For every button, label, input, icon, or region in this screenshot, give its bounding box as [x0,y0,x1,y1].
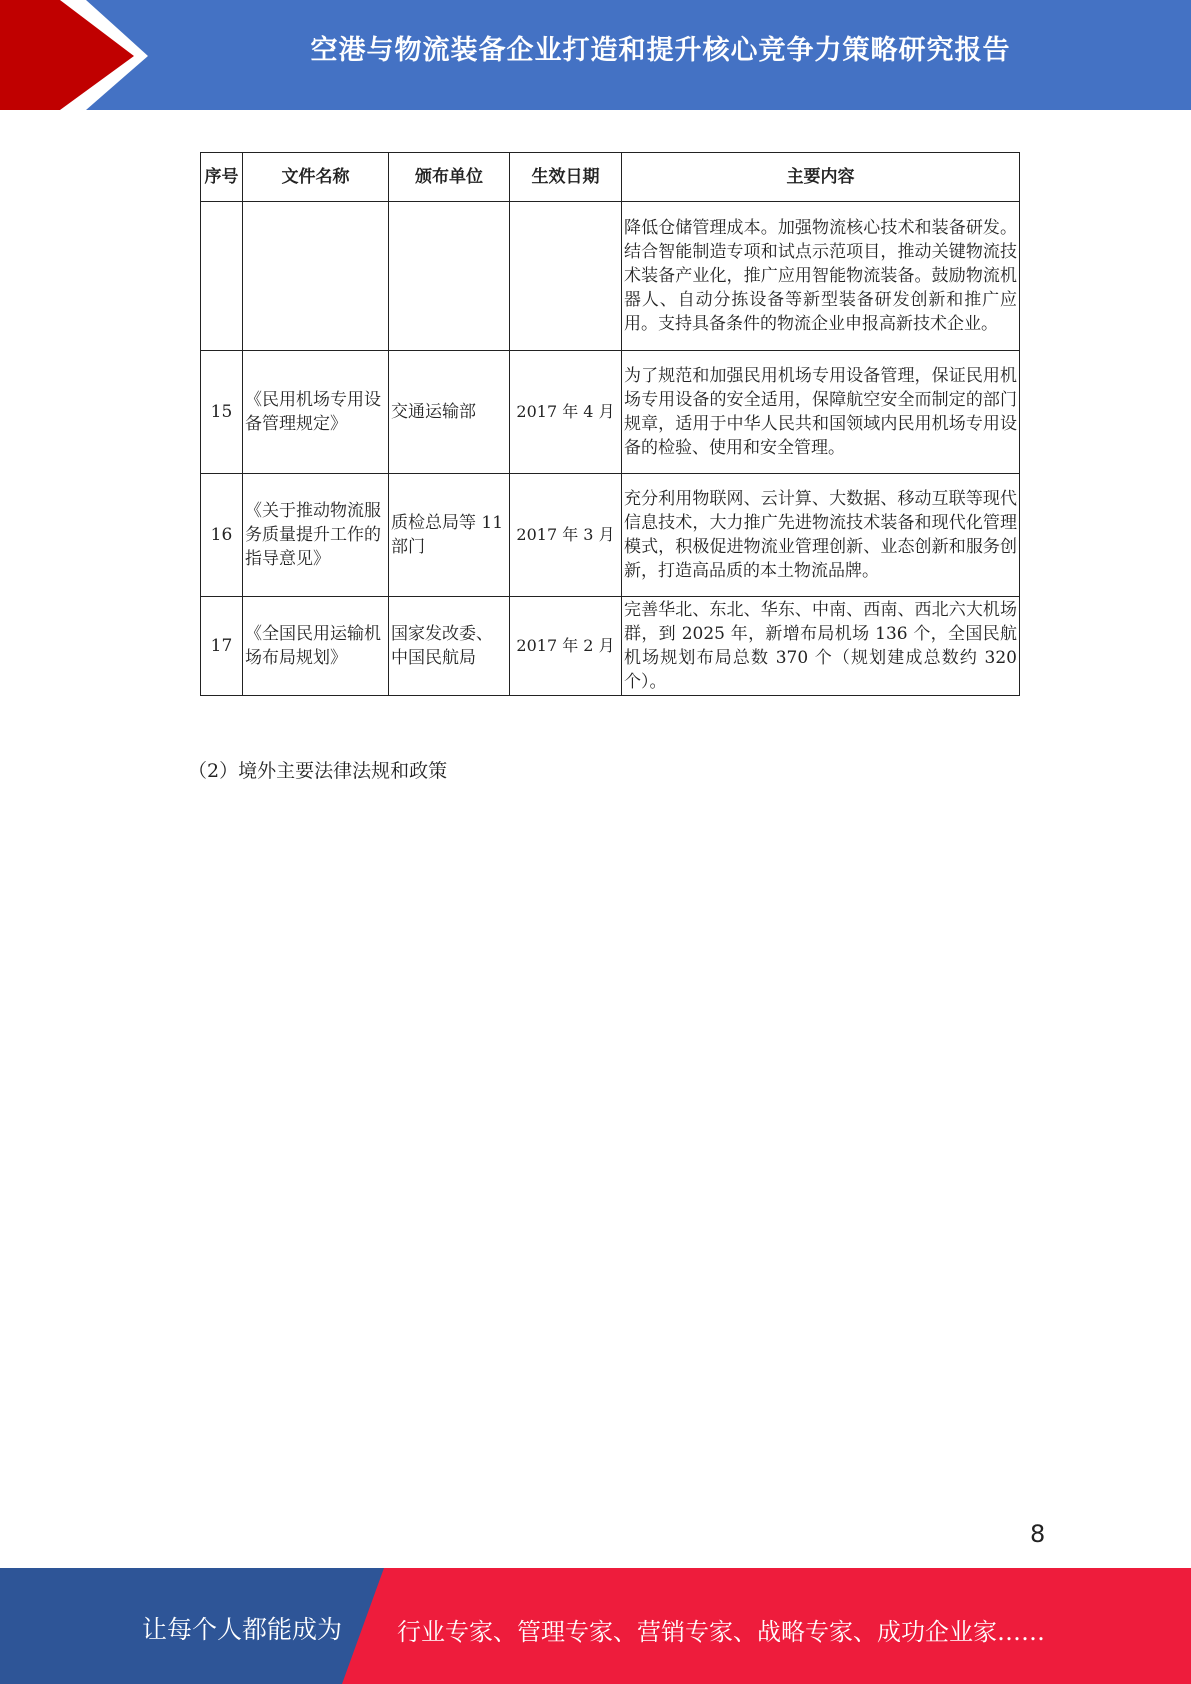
table-header-row [201,153,1020,202]
cell-number [201,202,243,351]
cell-date: 2017 年 3 月 [510,474,622,597]
cell-document-name: 《民用机场专用设备管理规定》 [243,351,389,474]
report-title: 空港与物流装备企业打造和提升核心竞争力策略研究报告 [310,35,1011,66]
cell-number: 15 [201,351,243,474]
table-row [201,351,1020,474]
header-effective-date: 生效日期 [510,153,622,202]
table-row [201,597,1020,696]
cell-document-name: 《全国民用运输机场布局规划》 [243,597,389,696]
cell-issuer [389,202,510,351]
section-heading: （2）境外主要法律法规和政策 [188,760,448,782]
regulations-table [200,152,1020,696]
cell-date: 2017 年 2 月 [510,597,622,696]
table-row [201,474,1020,597]
footer-slogan-left: 让每个人都能成为 [142,1615,343,1644]
cell-document-name: 《关于推动物流服务质量提升工作的指导意见》 [243,474,389,597]
cell-issuer: 交通运输部 [389,351,510,474]
cell-date: 2017 年 4 月 [510,351,622,474]
page-number: 8 [1030,1520,1046,1548]
cell-document-name [243,202,389,351]
footer-slogan-right: 行业专家、管理专家、营销专家、战略专家、成功企业家…… [397,1618,1045,1646]
cell-content: 充分利用物联网、云计算、大数据、移动互联等现代信息技术，大力推广先进物流技术装备和现代化管理模式，积极促进物流业管理创新、业态创新和服务创新，打造高品质的本土物流品牌。 [622,474,1020,597]
header-issuer: 颁布单位 [389,153,510,202]
table-row [201,202,1020,351]
cell-issuer: 质检总局等 11 部门 [389,474,510,597]
header-main-content: 主要内容 [622,153,1020,202]
cell-content: 为了规范和加强民用机场专用设备管理，保证民用机场专用设备的安全适用，保障航空安全而制定的部门规章，适用于中华人民共和国领域内民用机场专用设备的检验、使用和安全管理。 [622,351,1020,474]
header-document-name: 文件名称 [243,153,389,202]
cell-content: 完善华北、东北、华东、中南、西南、西北六大机场群，到 2025 年，新增布局机场 136 个，全国民航机场规划布局总数 370 个（规划建成总数约 320 个）。 [622,597,1020,696]
header-number: 序号 [201,153,243,202]
cell-issuer: 国家发改委、中国民航局 [389,597,510,696]
cell-content: 降低仓储管理成本。加强物流核心技术和装备研发。结合智能制造专项和试点示范项目，推动关键物流技术装备产业化，推广应用智能物流装备。鼓励物流机器人、自动分拣设备等新型装备研发创新和推广应用。支持具备条件的物流企业申报高新技术企业。 [622,202,1020,351]
cell-number: 17 [201,597,243,696]
cell-date [510,202,622,351]
header-bar [0,0,1191,110]
cell-number: 16 [201,474,243,597]
